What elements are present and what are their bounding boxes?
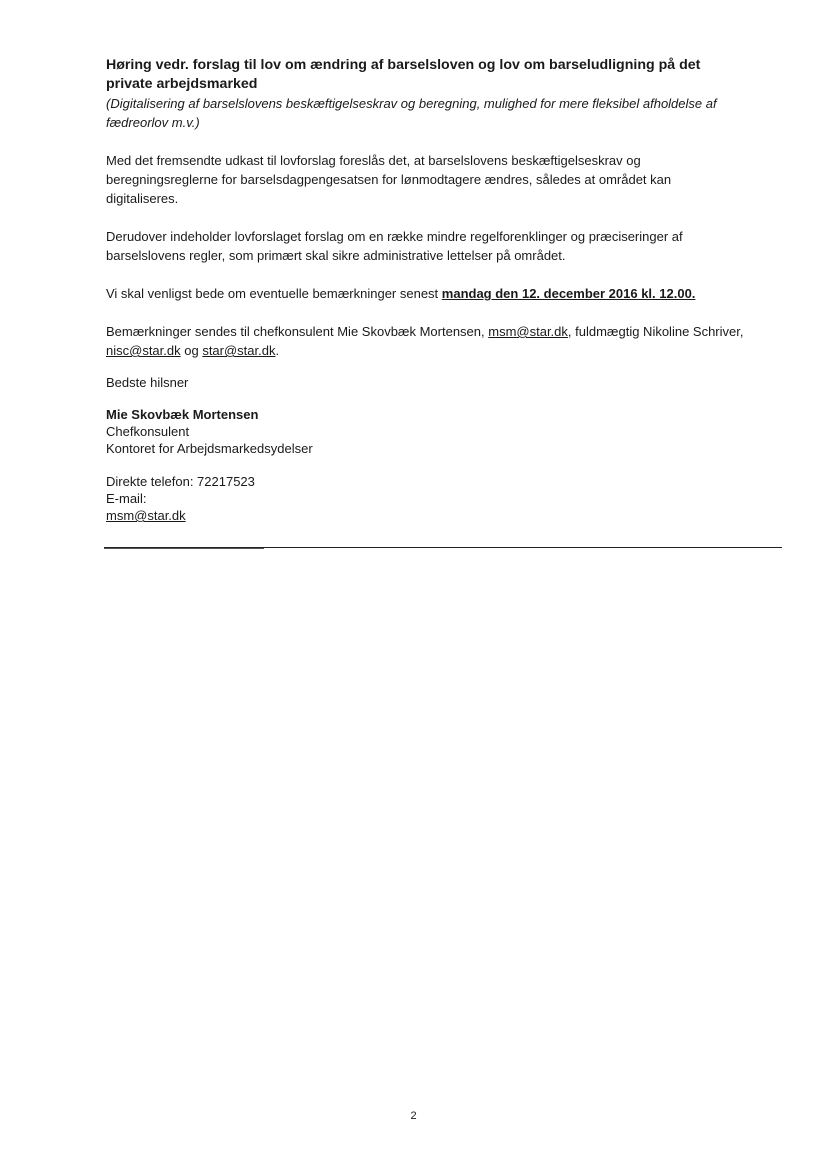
signature-block [106,406,746,457]
separator-line-accent [104,548,264,549]
contacts-text-4: . [275,343,280,358]
paragraph-contacts [106,322,746,360]
document-subtitle: (Digitalisering af barselslovens beskæftigelseskrav og beregning, mulighed for mere fleksibel afholdelse af fædreorlov m.v.) [106,96,717,130]
paragraph-details: Derudover indeholder lovforslaget forslag om en række mindre regelforenklinger og præciseringer af barselslovens regler, som primært skal sikre administrative lettelser på området. [106,229,683,263]
contact-email-label: E-mail: [106,491,147,506]
email-link-nisc[interactable]: nisc@star.dk [106,343,181,358]
contacts-text-2: , fuldmægtig Nikoline Schriver, [567,324,744,339]
deadline-prefix: Vi skal venligst bede om eventuelle bemærkninger senest [106,286,442,301]
email-link-star[interactable]: star@star.dk [202,343,276,358]
contact-block [106,473,746,524]
signature-role: Chefkonsulent [106,424,190,439]
contact-email-link[interactable]: msm@star.dk [106,508,186,523]
letter-body [106,56,746,524]
page-number: 2 [410,1110,417,1122]
contacts-text-1: Bemærkninger sendes til chefkonsulent Mie Skovbæk Mortensen, [106,324,489,339]
paragraph-deadline [106,284,746,303]
contact-phone: Direkte telefon: 72217523 [106,474,255,489]
contacts-text-3: og [180,343,203,358]
greeting: Bedste hilsner [106,375,189,390]
contact-email-line [106,490,746,524]
deadline-date: mandag den 12. december 2016 kl. 12.00. [441,286,696,301]
paragraph-intro: Med det fremsendte udkast til lovforslag foreslås det, at barselslovens beskæftigelseskrav og beregningsreglerne for barselsdagpengesatsen for lønmodtagere ændres, således at området kan digitaliseres. [106,153,672,206]
document-title: Høring vedr. forslag til lov om ændring af barselsloven og lov om barseludligning på det private arbejdsmarked [106,57,701,92]
email-link-msm[interactable]: msm@star.dk [488,324,568,339]
signature-office: Kontoret for Arbejdsmarkedsydelser [106,441,313,456]
signature-name: Mie Skovbæk Mortensen [106,407,259,422]
